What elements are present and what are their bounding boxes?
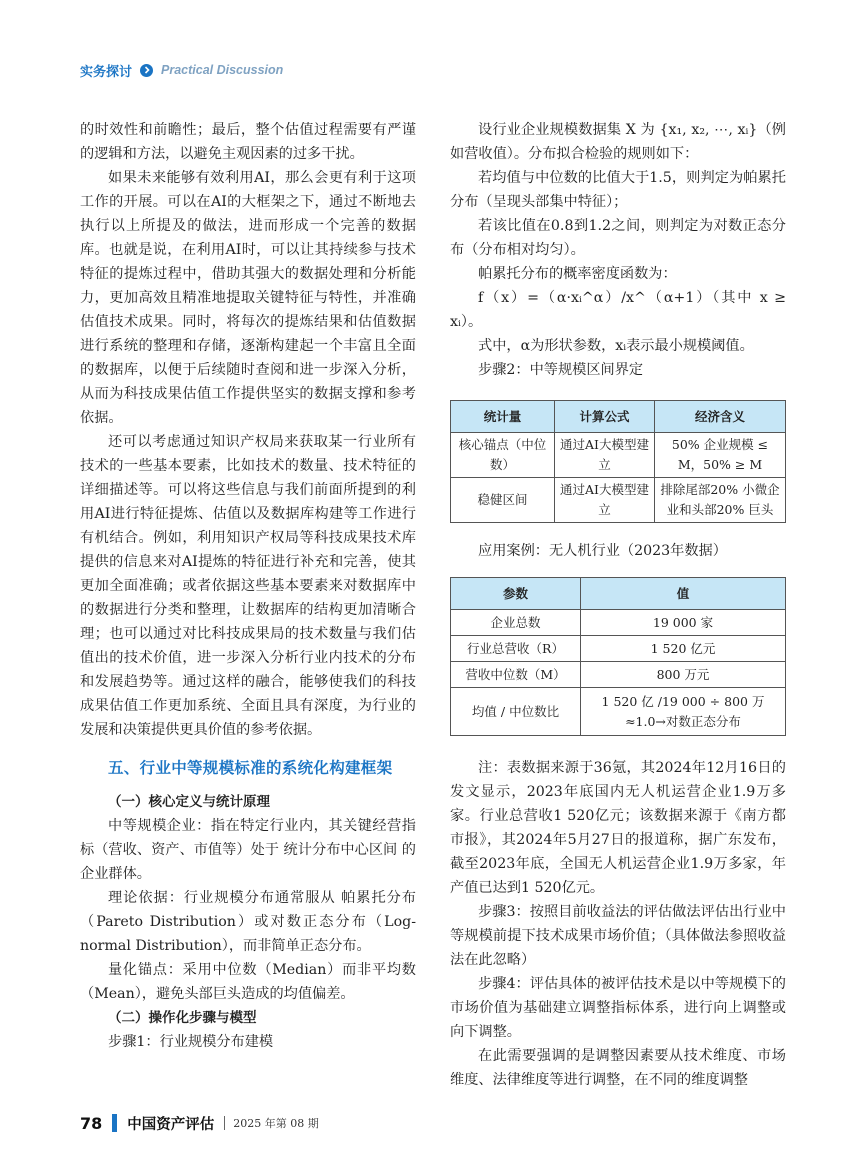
paragraph: 帕累托分布的概率密度函数为： (478, 266, 677, 282)
page-number: 78 (80, 1113, 103, 1133)
footer-accent-bar (112, 1114, 117, 1132)
table-row (451, 433, 786, 478)
subsection-title: （一）核心定义与统计原理 (108, 794, 270, 810)
table-row (451, 636, 786, 662)
table-header-row (451, 578, 786, 610)
paragraph: 量化锚点：采用中位数（Median）而非平均数（Mean），避免头部巨头造成的均值偏差。 (80, 962, 416, 1002)
magazine-title: 中国资产评估 (127, 1116, 215, 1133)
table-header: 值 (581, 578, 786, 610)
paragraph: 设行业企业规模数据集 X 为 {x₁, x₂, ⋯, xᵢ}（例如营收值）。分布拟合检验的规则如下： (450, 122, 786, 162)
table-cell: 通过AI大模型建立 (555, 478, 655, 523)
table-header-row (451, 401, 786, 433)
subsection-title: （二）操作化步骤与模型 (108, 1010, 257, 1026)
paragraph: 步骤4：评估具体的被评估技术是以中等规模下的市场价值为基础建立调整指标体系，进行向上调整或向下调整。 (450, 976, 786, 1040)
right-column (450, 118, 786, 1092)
table-header: 经济含义 (655, 401, 786, 433)
paragraph: 还可以考虑通过知识产权局来获取某一行业所有技术的一些基本要素，比如技术的数量、技术特征的详细描述等。可以将这些信息与我们前面所提到的利用AI进行特征提炼、估值以及数据库构建等工作进行有机结合。例如，利用知识产权局等科技成果技术库提供的信息来对AI提炼的特征进行补充和完善，使其更加全面准确；或者依据这些基本要素来对数据库中的数据进行分类和整理，让数据库的结构更加清晰合理；也可以通过对比科技成果局的技术数量与我们估值出的技术价值，进一步深入分析行业内技术的分布和发展趋势等。通过这样的融合，能够使我们的科技成果估值工作更加系统、全面且具有深度，为行业的发展和决策提供更具价值的参考依据。 (80, 434, 416, 738)
table-cell: 核心锚点（中位数） (451, 433, 555, 478)
formula: f（x）=（α·xᵢ^α）/x^（α+1）（其中 x ≥ xᵢ）。 (450, 290, 786, 330)
section-label-en: Practical Discussion (161, 63, 284, 77)
table-cell: 企业总数 (451, 610, 581, 636)
paragraph: 理论依据：行业规模分布通常服从 帕累托分布（Pareto Distribution）或对数正态分布（Log-normal Distribution），而非简单正态分布。 (80, 890, 416, 954)
table-cell: 通过AI大模型建立 (555, 433, 655, 478)
table-cell: 1 520 亿元 (581, 636, 786, 662)
left-column (80, 118, 416, 1054)
page-footer (80, 1112, 319, 1134)
table-row (451, 688, 786, 736)
paragraph: 步骤2：中等规模区间界定 (478, 362, 644, 378)
table-row (451, 478, 786, 523)
table-row (451, 662, 786, 688)
footer-divider (224, 1116, 225, 1130)
table-cell: 19 000 家 (581, 610, 786, 636)
paragraph: 式中，α为形状参数，xᵢ表示最小规模阈值。 (478, 338, 754, 354)
paragraph: 步骤1：行业规模分布建模 (108, 1034, 274, 1050)
paragraph: 若该比值在0.8到1.2之间，则判定为对数正态分布（分布相对均匀）。 (450, 218, 786, 258)
paragraph: 若均值与中位数的比值大于1.5，则判定为帕累托分布（呈现头部集中特征）； (450, 170, 786, 210)
issue-label: 2025 年第 08 期 (233, 1117, 319, 1130)
table-cell: 1 520 亿 /19 000 ÷ 800 万 ≈1.0→对数正态分布 (581, 688, 786, 736)
table-cell: 排除尾部20% 小微企业和头部20% 巨头 (655, 478, 786, 523)
statistics-table (450, 400, 786, 523)
table-row (451, 610, 786, 636)
paragraph: 如果未来能够有效利用AI，那么会更有利于这项工作的开展。可以在AI的大框架之下，通过不断地去执行以上所提及的做法，进而形成一个完善的数据库。也就是说，在利用AI时，可以让其持续参与技术特征的提炼过程中，借助其强大的数据处理和分析能力，更加高效且精准地提取关键特征与特性，并准确估值技术成果。同时，将每次的提炼结果和估值数据进行系统的整理和存储，逐渐构建起一个丰富且全面的数据库，以便于后续随时查阅和进一步深入分析，从而为科技成果估值工作提供坚实的数据支撑和参考依据。 (80, 170, 416, 426)
table-header: 统计量 (451, 401, 555, 433)
table-header: 计算公式 (555, 401, 655, 433)
case-table (450, 577, 786, 736)
table-header: 参数 (451, 578, 581, 610)
section-label-cn: 实务探讨 (80, 64, 133, 80)
table-cell: 800 万元 (581, 662, 786, 688)
table-cell: 行业总营收（R） (451, 636, 581, 662)
paragraph: 中等规模企业：指在特定行业内，其关键经营指标（营收、资产、市值等）处于 统计分布中心区间 的企业群体。 (80, 818, 416, 882)
chevron-right-icon (140, 64, 153, 77)
paragraph: 应用案例：无人机行业（2023年数据） (478, 543, 727, 559)
paragraph: 步骤3：按照目前收益法的评估做法评估出行业中等规模前提下技术成果市场价值；（具体做法参照收益法在此忽略） (450, 904, 786, 968)
paragraph: 在此需要强调的是调整因素要从技术维度、市场维度、法律维度等进行调整，在不同的维度调整 (450, 1048, 786, 1088)
table-cell: 50% 企业规模 ≤ M，50% ≥ M (655, 433, 786, 478)
section-title: 五、行业中等规模标准的系统化构建框架 (108, 759, 393, 777)
paragraph: 的时效性和前瞻性；最后，整个估值过程需要有严谨的逻辑和方法，以避免主观因素的过多干扰。 (80, 122, 416, 162)
table-cell: 稳健区间 (451, 478, 555, 523)
page-header (80, 60, 283, 80)
table-cell: 均值 / 中位数比 (451, 688, 581, 736)
table-cell: 营收中位数（M） (451, 662, 581, 688)
paragraph: 注：表数据来源于36氪，其2024年12月16日的发文显示，2023年底国内无人机运营企业1.9万多家。行业总营收1 520亿元；该数据来源于《南方都市报》，其2024年5月27日的报道称，据广东发布，截至2023年底，全国无人机运营企业1.9万多家，年产值已达到1 520亿元。 (450, 760, 786, 896)
